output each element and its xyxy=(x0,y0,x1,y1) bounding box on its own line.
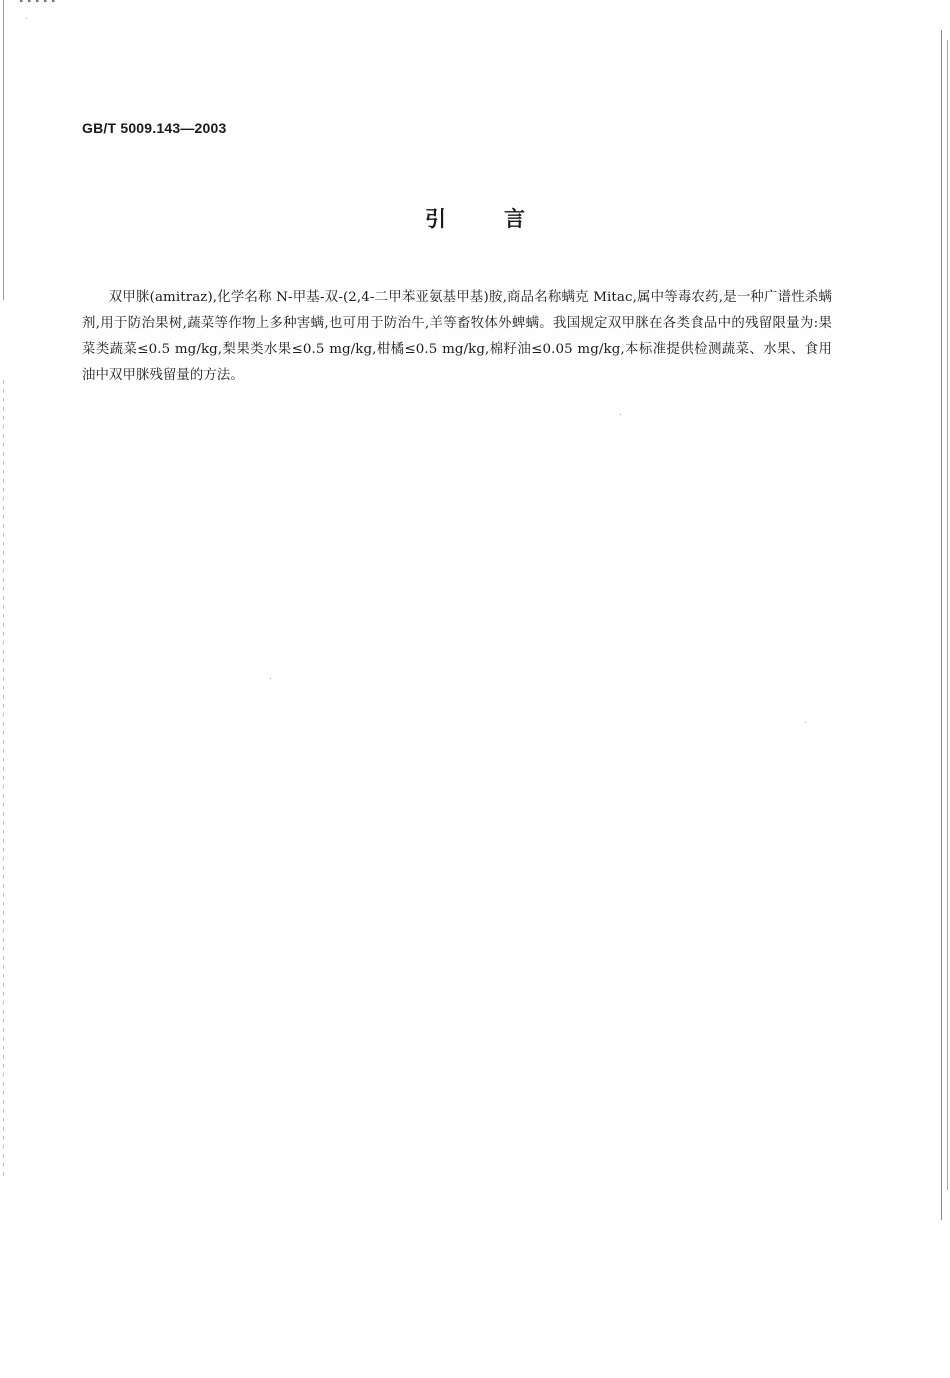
section-heading xyxy=(0,203,950,233)
scan-speck xyxy=(805,722,806,723)
introduction-paragraph: 双甲脒(amitraz),化学名称 N-甲基-双-(2,4-二甲苯亚氨基甲基)胺,商品名称螨克 Mitac,属中等毒农药,是一种广谱性杀螨剂,用于防治果树,蔬菜等作物上多种害螨,也可用于防治牛,羊等畜牧体外蜱螨。我国规定双甲脒在各类食品中的残留限量为:果菜类蔬菜≤0.5 mg/kg,梨果类水果≤0.5 mg/kg,柑橘≤0.5 mg/kg,棉籽油≤0.05 mg/kg,本标准提供检测蔬菜、水果、食用油中双甲脒残留量的方法。 xyxy=(82,290,832,383)
scan-speck xyxy=(26,18,27,19)
standard-code: GB/T 5009.143—2003 xyxy=(82,120,227,136)
scan-speck xyxy=(620,414,621,415)
scan-speck xyxy=(270,678,271,679)
scan-edge-left xyxy=(3,0,4,300)
heading-char-2: 言 xyxy=(504,207,525,231)
scan-edge-left-dashed xyxy=(3,380,4,1180)
scan-artifact-top xyxy=(20,0,60,2)
heading-char-1: 引 xyxy=(425,207,446,231)
